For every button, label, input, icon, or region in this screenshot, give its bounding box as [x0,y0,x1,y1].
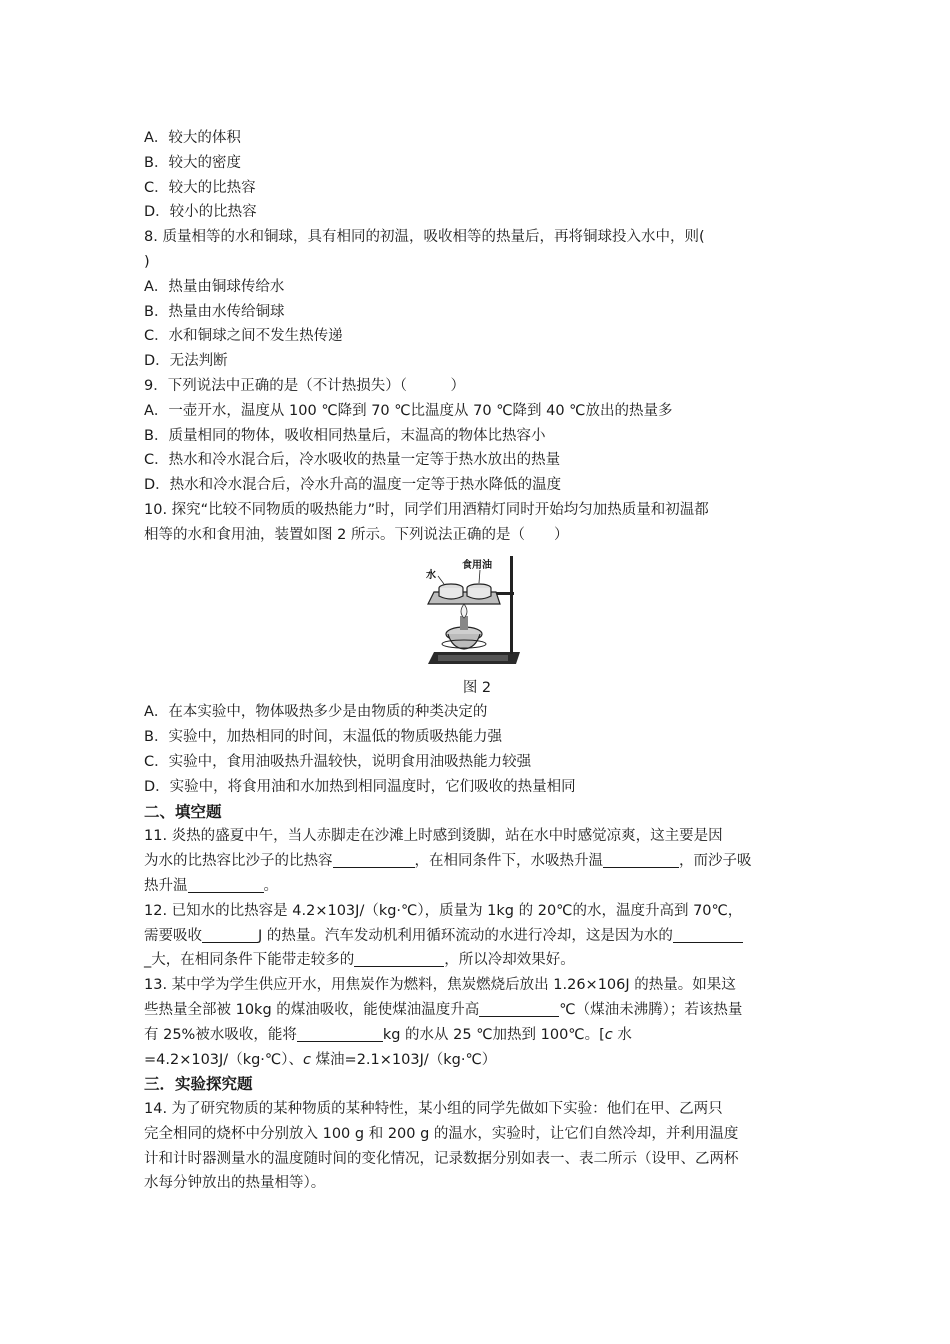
q13-line-4 [144,1048,810,1073]
q13-var-c: c [302,1051,311,1068]
q8-option-c: C．水和铜球之间不发生热传递 [144,328,343,345]
section-heading-experiment: 三．实验探究题 [144,1075,253,1094]
q11-text: 热升温 [144,877,188,894]
q11-line-3 [144,874,810,899]
q13-text: 水 [612,1026,632,1043]
answer-blank[interactable] [354,950,444,967]
q7-option-b: B．较大的密度 [144,154,241,171]
q12-text: _大，在相同条件下能带走较多的 [144,952,355,969]
q12-text: ，所以冷却效果好。 [444,952,575,969]
section-heading-fill-blank: 二、填空题 [144,802,222,821]
q9-stem: 9．下列说法中正确的是（不计热损失）（ ） [144,377,465,394]
q12-line-1: 12. 已知水的比热容是 4.2×103J/（kg·℃），质量为 1kg 的 20℃的水，温度升高到 70℃， [144,902,743,919]
q11-line-1: 11. 炎热的盛夏中午，当人赤脚走在沙滩上时感到烫脚，站在水中时感觉凉爽，这主要是因 [144,828,723,845]
q12-line-3 [144,948,810,973]
answer-blank[interactable] [333,851,415,868]
q10-option-c: C．实验中，食用油吸热升温较快，说明食用油吸热能力较强 [144,753,532,770]
answer-blank[interactable] [202,926,258,943]
q12-text: 需要吸收 [144,927,202,944]
q13-text: 些热量全部被 10kg 的煤油吸收，能使煤油温度升高 [144,1001,480,1018]
q8-stem-cont: ) [144,253,150,270]
figure-2-container [144,548,810,676]
answer-blank[interactable] [188,876,264,893]
answer-blank[interactable] [603,851,679,868]
q11-line-2 [144,849,810,874]
q9-option-a: A．一壶开水，温度从 100 ℃降到 70 ℃比温度从 70 ℃降到 40 ℃放出的热量多 [144,402,673,419]
q13-line-2 [144,998,810,1023]
q10-option-b: B．实验中，加热相同的时间，末温低的物质吸热能力强 [144,729,502,746]
q14-line-3: 计和计时器测量水的温度随时间的变化情况，记录数据分别如表一、表二所示（设甲、乙两杯 [144,1150,739,1167]
q10-stem-cont: 相等的水和食用油，装置如图 2 所示。下列说法正确的是（ ） [144,526,569,543]
figure-caption: 图 2 [462,679,492,696]
heating-apparatus-figure [424,552,526,670]
q13-line-3 [144,1023,810,1048]
q11-text: 为水的比热容比沙子的比热容 [144,853,333,870]
q7-option-a: A．较大的体积 [144,130,241,146]
q13-text: kg 的水从 25 ℃加热到 100℃。[ [382,1026,605,1043]
q7-option-c: C．较大的比热容 [144,179,256,196]
q7-option-d: D．较小的比热容 [144,204,257,221]
q10-option-d: D．实验中，将食用油和水加热到相同温度时，它们吸收的热量相同 [144,778,576,795]
figure-label-oil: 食用油 [462,559,492,571]
q13-line-1: 13. 某中学为学生供应开水，用焦炭作为燃料，焦炭燃烧后放出 1.26×106J 的热量。如果这 [144,977,736,994]
q9-option-c: C．热水和冷水混合后，冷水吸收的热量一定等于热水放出的热量 [144,452,561,469]
figure-label-water: 水 [426,569,436,581]
answer-blank[interactable] [673,926,743,943]
q14-line-1: 14. 为了研究物质的某种物质的某种特性，某小组的同学先做如下实验：他们在甲、乙两只 [144,1101,723,1118]
q12-line-2 [144,924,810,949]
q11-text: ，在相同条件下，水吸热升温 [414,853,603,870]
q12-text: J 的热量。汽车发动机利用循环流动的水进行冷却，这是因为水的 [258,927,673,944]
q13-text: 煤油=2.1×103J/（kg·℃） [310,1051,497,1068]
answer-blank[interactable] [479,1000,559,1017]
q9-option-d: D．热水和冷水混合后，冷水升高的温度一定等于热水降低的温度 [144,477,562,494]
q8-option-a: A．热量由铜球传给水 [144,278,285,295]
q11-text: 。 [263,877,278,894]
q13-var-c: c [604,1026,613,1043]
q14-line-2: 完全相同的烧杯中分别放入 100 g 和 200 g 的温水，实验时，让它们自然冷却，并利用温度 [144,1125,739,1142]
q8-option-d: D．无法判断 [144,353,228,370]
answer-blank[interactable] [297,1025,383,1042]
q10-stem: 10. 探究“比较不同物质的吸热能力”时，同学们用酒精灯同时开始均匀加热质量和初温都 [144,501,709,518]
q13-text: 有 25%被水吸收，能将 [144,1026,297,1043]
q13-text: ℃（煤油未沸腾）；若该热量 [559,1001,743,1018]
q10-option-a: A．在本实验中，物体吸热多少是由物质的种类决定的 [144,704,488,721]
q11-text: ，而沙子吸 [679,853,752,870]
q13-text: =4.2×103J/（kg·℃）、 [144,1051,303,1068]
document-content [144,126,810,1196]
q14-line-4: 水每分钟放出的热量相等）。 [144,1175,326,1192]
q8-stem: 8. 质量相等的水和铜球，具有相同的初温，吸收相等的热量后，再将铜球投入水中，则( [144,229,705,246]
q8-option-b: B．热量由水传给铜球 [144,303,285,320]
q9-option-b: B．质量相同的物体，吸收相同热量后，末温高的物体比热容小 [144,427,546,444]
